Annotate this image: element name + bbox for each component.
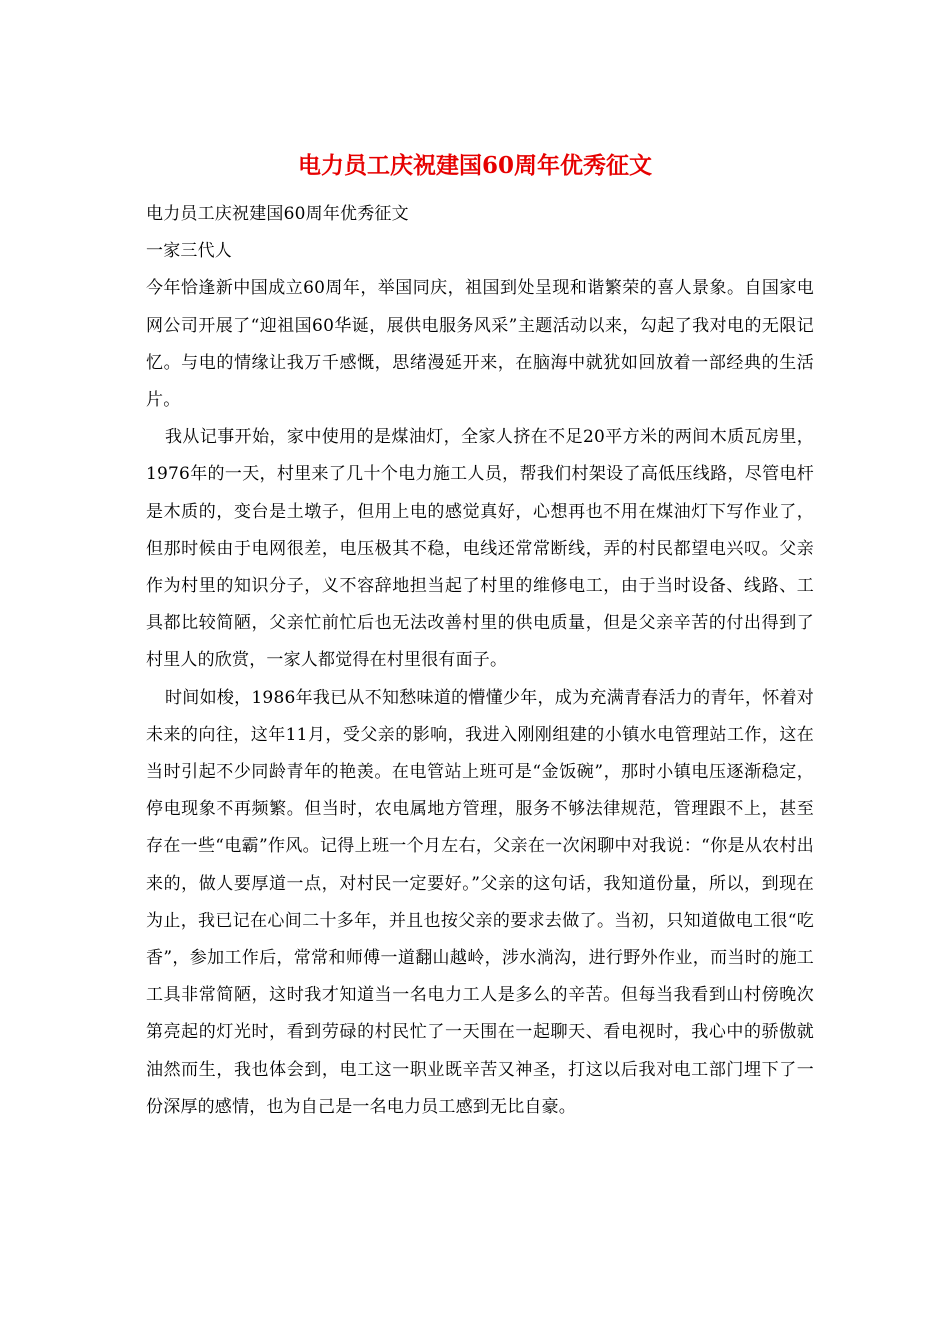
document-title: 电力员工庆祝建国60周年优秀征文 (297, 152, 652, 179)
document-subtitle: 电力员工庆祝建国60周年优秀征文 (146, 204, 409, 224)
paragraph-3: 时间如梭，1986年我已从不知愁味道的懵懂少年，成为充满青春活力的青年，怀着对未来的向往，这年11月，受父亲的影响，我进入刚刚组建的小镇水电管理站工作，这在当时引起不少同龄青年的艳羡。在电管站上班可是“金饭碗”，那时小镇电压逐渐稳定，停电现象不再频繁。但当时，农电属地方管理，服务不够法律规范，管理跟不上，甚至存在一些“电霸”作风。记得上班一个月左右，父亲在一次闲聊中对我说：“你是从农村出来的，做人要厚道一点，对村民一定要好。”父亲的这句话，我知道份量，所以，到现在为止，我已记在心间二十多年，并且也按父亲的要求去做了。当初，只知道做电工很“吃香”，参加工作后，常常和师傅一道翻山越岭，涉水淌沟，进行野外作业，而当时的施工工具非常简陋，这时我才知道当一名电力工人是多么的辛苦。但每当我看到山村傍晚次第亮起的灯光时，看到劳碌的村民忙了一天围在一起聊天、看电视时，我心中的骄傲就油然而生，我也体会到，电工这一职业既辛苦又神圣，打这以后我对电工部门埋下了一份深厚的感情，也为自己是一名电力员工感到无比自豪。 (146, 687, 814, 1117)
document-body (146, 196, 814, 1126)
paragraph-1: 今年恰逢新中国成立60周年，举国同庆，祖国到处呈现和谐繁荣的喜人景象。自国家电网公司开展了“迎祖国60华诞，展供电服务风采”主题活动以来，勾起了我对电的无限记忆。与电的情缘让我万千感慨，思绪漫延开来，在脑海中就犹如回放着一部经典的生活片。 (146, 278, 814, 411)
paragraph-2: 我从记事开始，家中使用的是煤油灯，全家人挤在不足20平方米的两间木质瓦房里，1976年的一天，村里来了几十个电力施工人员，帮我们村架设了高低压线路，尽管电杆是木质的，变台是土墩子，但用上电的感觉真好，心想再也不用在煤油灯下写作业了，但那时候由于电网很差，电压极其不稳，电线还常常断线，弄的村民都望电兴叹。父亲作为村里的知识分子，义不容辞地担当起了村里的维修电工，由于当时设备、线路、工具都比较简陋，父亲忙前忙后也无法改善村里的供电质量，但是父亲辛苦的付出得到了村里人的欣赏，一家人都觉得在村里很有面子。 (146, 427, 814, 671)
section-heading: 一家三代人 (146, 241, 232, 262)
